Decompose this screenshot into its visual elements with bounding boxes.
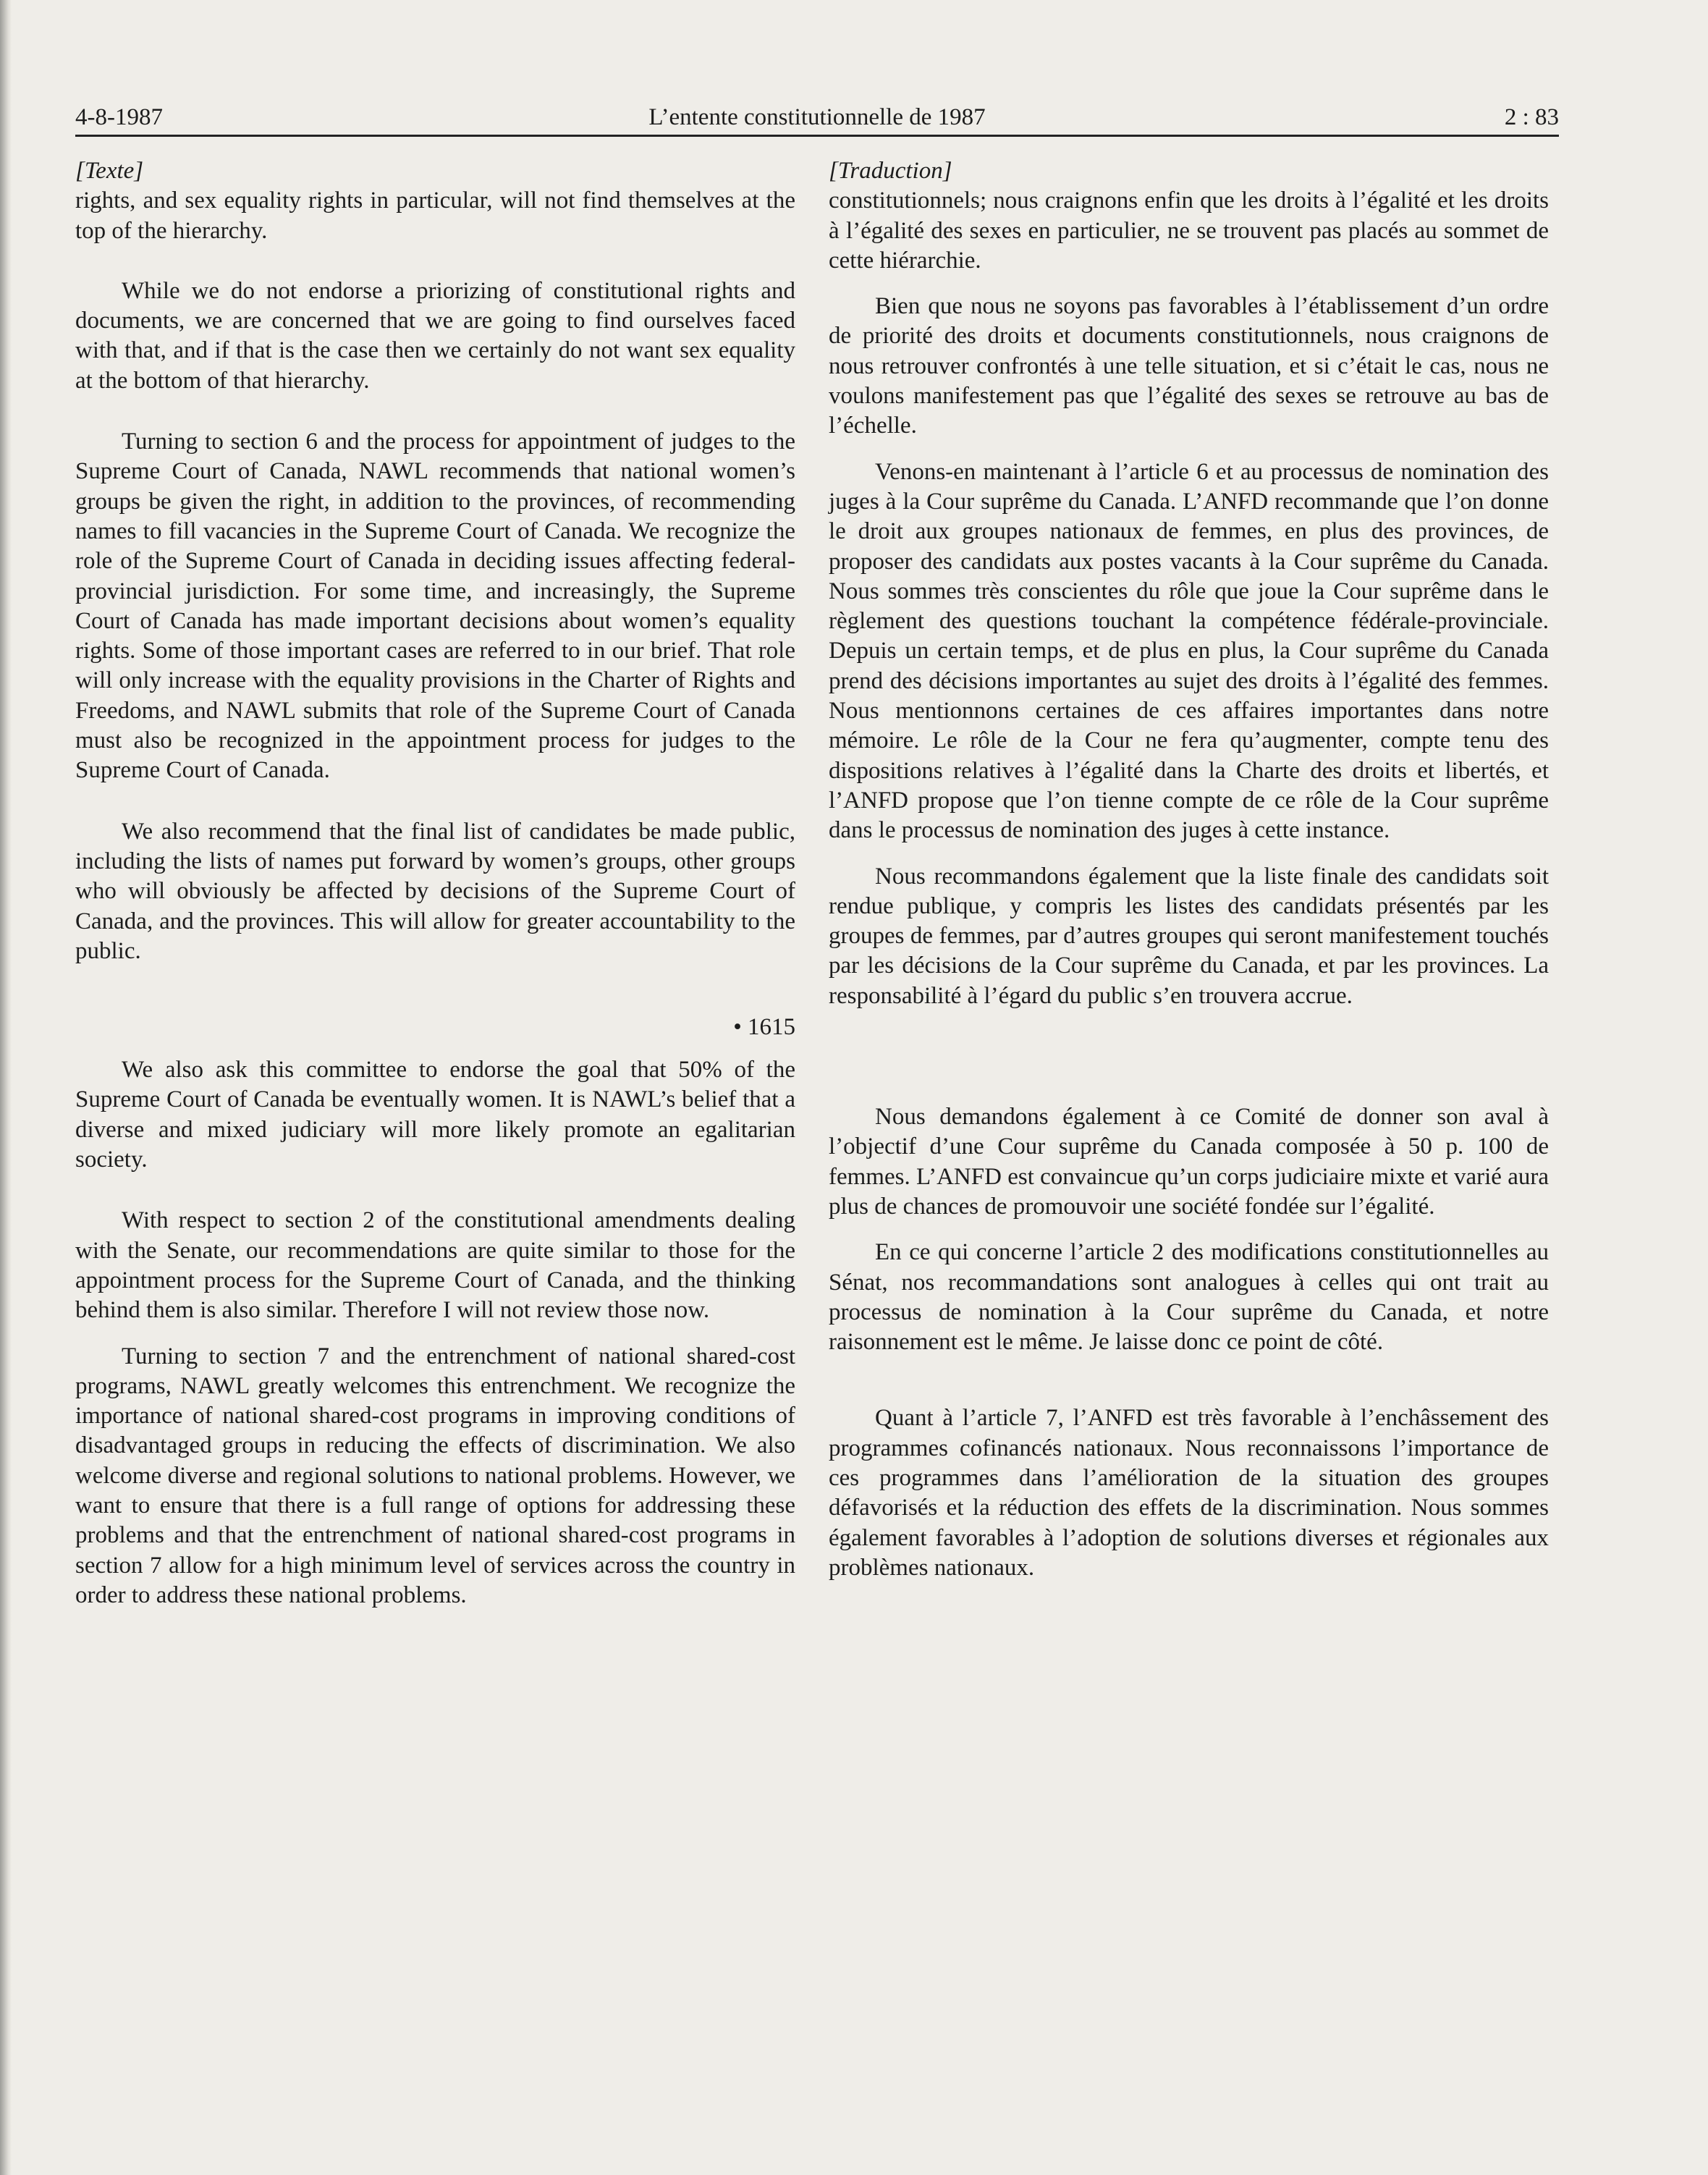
paragraph: With respect to section 2 of the constitutional amendments dealing with the Senate, our recommendations are quite similar to those for the appointment process for the Supreme Court of Canada, and the thinking behind them is also similar. Therefore I will not review those now. <box>75 1207 795 1324</box>
paragraph: While we do not endorse a priorizing of constitutional rights and documents, we are concerned that we are going to find ourselves faced with that, and if that is the case then we certainly do not want sex equality at the bottom of that hierarchy. <box>75 277 795 394</box>
traduction-label: [Traduction] <box>829 158 952 184</box>
time-marker: • 1615 <box>733 1014 795 1041</box>
paragraph: rights, and sex equality rights in particular, will not find themselves at the top of the hierarchy. <box>75 187 795 244</box>
header-title: L’entente constitutionnelle de 1987 <box>648 104 986 130</box>
paragraph: Turning to section 6 and the process for appointment of judges to the Supreme Court of Canada, NAWL recommends that national women’s groups be given the right, in addition to the provinces, of recommending names to fill vacancies in the Supreme Court of Canada. We recognize the role of the Supreme Court of Canada in deciding issues affecting federal-provincial jurisdiction. For some time, and increasingly, the Supreme Court of Canada has made important decisions about women’s equality rights. Some of those important cases are referred to in our brief. That role will only increase with the equality provisions in the Charter of Rights and Freedoms, and NAWL submits that role of the Supreme Court of Canada must also be recognized in the appointment process for judges to the Supreme Court of Canada. <box>75 428 795 784</box>
paragraph: Venons-en maintenant à l’article 6 et au processus de nomination des juges à la Cour suprême du Canada. L’ANFD recommande que l’on donne le droit aux groupes nationaux de femmes, en plus des provinces, de proposer des candidats aux postes vacants à la Cour suprême du Canada. Nous sommes très conscientes du rôle que joue la Cour suprême dans le règlement des questions touchant la compétence fédérale-provinciale. Depuis un certain temps, et de plus en plus, la Cour suprême du Canada prend des décisions importantes au sujet des droits à l’égalité des femmes. Nous mentionnons certaines de ces affaires importantes dans notre mémoire. Le rôle de la Cour ne fera qu’augmenter, compte tenu des dispositions relatives à l’égalité dans la Charte des droits et libertés, et l’ANFD propose que l’on tienne compte de ce rôle de la Cour suprême dans le processus de nomination des juges à cette instance. <box>829 458 1549 844</box>
french-column <box>829 156 1549 1583</box>
paragraph: Quant à l’article 7, l’ANFD est très favorable à l’enchâssement des programmes cofinancés nationaux. Nous reconnaissons l’importance de ces programmes dans l’amélioration de la situation des groupes défavorisés et la réduction des effets de la discrimination. Nous sommes également favorables à l’adoption de solutions diverses et régionales aux problèmes nationaux. <box>829 1405 1549 1581</box>
scan-edge <box>0 0 12 2175</box>
header-page-number: 2 : 83 <box>1504 104 1559 130</box>
page-header <box>75 101 1559 137</box>
paragraph: constitutionnels; nous craignons enfin que les droits à l’égalité et les droits à l’égalité des sexes en particulier, ne se trouvent pas placés au sommet de cette hiérarchie. <box>829 187 1549 274</box>
english-column <box>75 156 795 1610</box>
paragraph: Nous recommandons également que la liste finale des candidats soit rendue publique, y compris les listes des candidats présentés par les groupes de femmes, par d’autres groupes qui seront manifestement touchés par les décisions de la Cour suprême du Canada, et par les provinces. La responsabilité à l’égard du public s’en trouvera accrue. <box>829 863 1549 1009</box>
paragraph: We also recommend that the final list of candidates be made public, including the lists of names put forward by women’s groups, other groups who will obviously be affected by decisions of the Supreme Court of Canada, and the provinces. This will allow for greater accountability to the public. <box>75 818 795 964</box>
paragraph: Turning to section 7 and the entrenchment of national shared-cost programs, NAWL greatly welcomes this entrenchment. We recognize the importance of national shared-cost programs in improving conditions of disadvantaged groups in reducing the effects of discrimination. We also welcome diverse and regional solutions to national problems. However, we want to ensure that there is a full range of options for addressing these problems and that the entrenchment of national shared-cost programs in section 7 allow for a high minimum level of services across the country in order to address these national problems. <box>75 1343 795 1608</box>
paragraph: Nous demandons également à ce Comité de donner son aval à l’objectif d’une Cour suprême du Canada composée à 50 p. 100 de femmes. L’ANFD est convaincue qu’un corps judiciaire mixte et varié aura plus de chances de promouvoir une société fondée sur l’égalité. <box>829 1104 1549 1220</box>
texte-label: [Texte] <box>75 158 144 184</box>
paragraph: We also ask this committee to endorse the goal that 50% of the Supreme Court of Canada be eventually women. It is NAWL’s belief that a diverse and mixed judiciary will more likely promote an egalitarian society. <box>75 1057 795 1173</box>
paragraph: Bien que nous ne soyons pas favorables à l’établissement d’un ordre de priorité des droits et documents constitutionnels, nous craignons de nous retrouver confrontés à une telle situation, et si c’était le cas, nous ne voulons manifestement pas que l’égalité des sexes se retrouve au bas de l’échelle. <box>829 293 1549 439</box>
paragraph: En ce qui concerne l’article 2 des modifications constitutionnelles au Sénat, nos recommandations sont analogues à celles qui ont trait au processus de nomination à la Cour suprême du Canada, et notre raisonnement est le même. Je laisse donc ce point de côté. <box>829 1239 1549 1356</box>
header-date: 4-8-1987 <box>75 104 163 130</box>
